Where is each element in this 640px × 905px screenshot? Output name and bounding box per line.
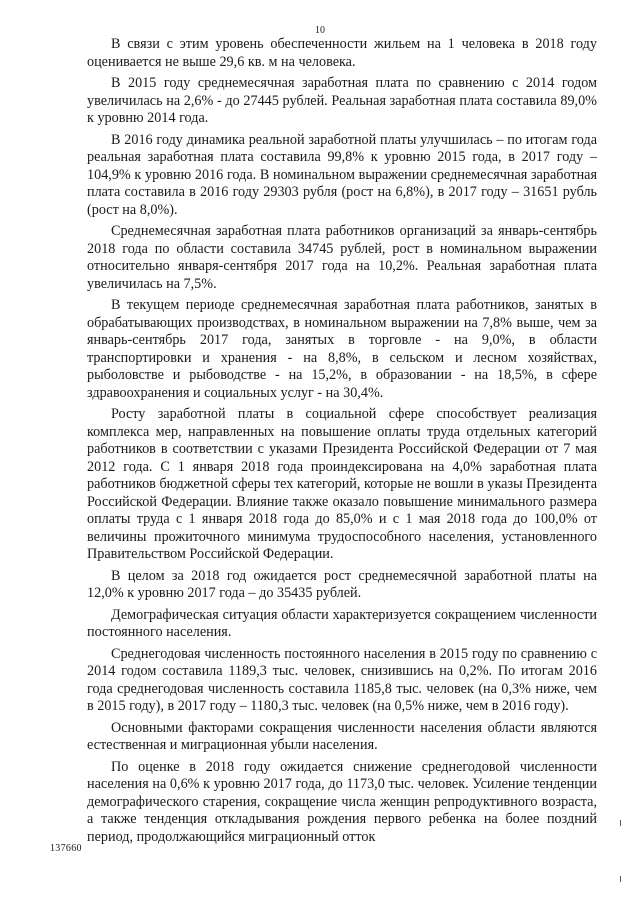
scan-edge-mark [620,876,621,882]
paragraph-wages-2016-2017: В 2016 году динамика реальной заработной платы улучшилась – по итогам года реальная заработная плата составила 99,8% к уровню 2015 года, в 2017 году – 104,9% к уровню 2016 года. В номинальном выражении среднемесячная заработная плата составила в 2016 году 29303 рубля (рост на 6,8%), в 2017 году – 31651 рубль (рост на 8,0%). [87,131,597,218]
paragraph-wages-expected: В целом за 2018 год ожидается рост среднемесячной заработной платы на 12,0% к уровню 2017 года – до 35435 рублей. [87,567,597,601]
paragraph-wages-2015: В 2015 году среднемесячная заработная плата по сравнению с 2014 годом увеличилась на 2,6% - до 27445 рублей. Реальная заработная плата составила 89,0% к уровню 2014 года. [87,75,597,126]
paragraph-social-sphere: Росту заработной платы в социальной сфере способствует реализация комплекса мер, направленных на повышение оплаты труда отдельных категорий работников в соответствии с указами Президента Российской Федерации от 7 мая 2012 года. С 1 января 2018 года проиндексирована на 4,0% заработная плата работников бюджетной сферы тех категорий, которые не вошли в указы Президента Российской Федерации. Влияние также оказало повышение минимального размера оплаты труда с 1 января 2018 года до 85,0% и с 1 мая 2018 года до 100,0% от величины прожиточного минимума трудоспособного населения, установленного Правительством Российской Федерации. [87,406,597,562]
paragraph-decline-factors: Основными факторами сокращения численности населения области являются естественная и миграционная убыли населения. [87,719,597,753]
paragraph-population: Среднегодовая численность постоянного населения в 2015 году по сравнению с 2014 годом составила 1189,3 тыс. человек, снизившись на 0,2%. По итогам 2016 года среднегодовая численность составила 1185,8 тыс. человек (на 0,3% ниже, чем в 2015 году), в 2017 году – 1180,3 тыс. человек (на 0,5% ниже, чем в 2016 году). [87,645,597,714]
paragraph-wages-2018: Среднемесячная заработная плата работников организаций за январь-сентябрь 2018 года по области составила 34745 рублей, рост в номинальном выражении относительно января-сентября 2017 года на 10,2%. Реальная заработная плата увеличилась на 7,5%. [87,223,597,292]
paragraph-housing: В связи с этим уровень обеспеченности жильем на 1 человека в 2018 году оценивается не выше 29,6 кв. м на человека. [87,36,597,70]
paragraph-demography: Демографическая ситуация области характеризуется сокращением численности постоянного населения. [87,606,597,640]
document-code: 137660 [50,843,82,854]
page-number: 10 [315,25,325,36]
scan-edge-mark [620,820,621,826]
paragraph-population-forecast: По оценке в 2018 году ожидается снижение среднегодовой численности населения на 0,6% к уровню 2017 года, до 1173,0 тыс. человек. Усиление тенденции демографического старения, сокращение числа женщин репродуктивного возраста, а также тенденция откладывания рождения первого ребенка на более поздний период, продолжающийся миграционный отток [87,758,597,845]
document-body [87,36,597,850]
paragraph-wages-by-sector: В текущем периоде среднемесячная заработная плата работников, занятых в обрабатывающих производствах, в номинальном выражении на 7,8% выше, чем за январь-сентябрь 2017 года, занятых в торговле - на 9,0%, в области транспортировки и хранения - на 8,8%, в сельском и лесном хозяйствах, рыболовстве и рыбоводстве - на 15,2%, в образовании - на 18,5%, в сфере здравоохранения и социальных услуг - на 30,4%. [87,297,597,401]
